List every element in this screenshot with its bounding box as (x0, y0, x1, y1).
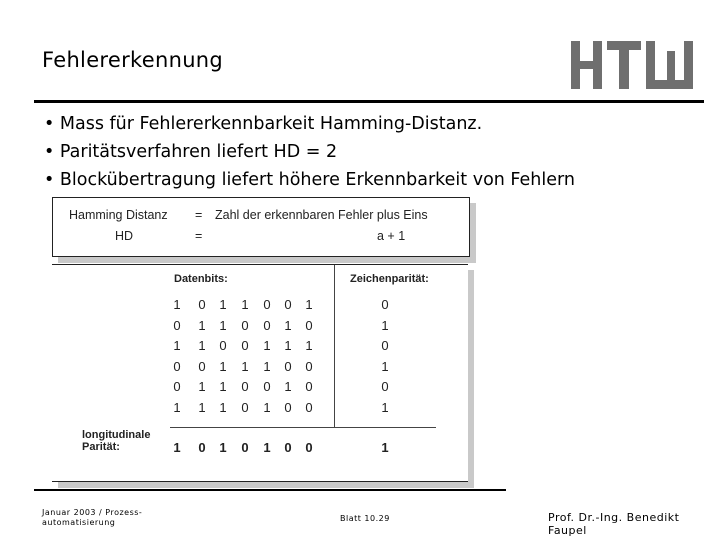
table-row-bit: 1 (198, 317, 206, 333)
table-row-parity: 1 (381, 317, 389, 333)
table-row-bit: 1 (284, 338, 292, 353)
table-row-bit: 0 (241, 379, 249, 394)
longitudinal-row-bit: 0 (241, 440, 249, 455)
longitudinal-row-parity: 1 (381, 440, 389, 455)
table-row-bit: 1 (173, 338, 181, 353)
table-row-bit: 0 (198, 297, 206, 312)
table-row-bit: 0 (263, 297, 271, 312)
table-row-bit: 1 (219, 358, 227, 374)
table-row-bit: 1 (263, 338, 271, 353)
table-row-bit: 1 (305, 297, 313, 312)
table-row-bit: 0 (284, 297, 292, 312)
bullet-item: • Mass für Fehlererkennbarkeit Hamming-Distanz. (44, 114, 483, 134)
table-row-bit: 1 (219, 379, 227, 394)
table-row-bit: 0 (173, 379, 181, 394)
table-row-bit: 0 (284, 358, 292, 374)
footer-date-line: Januar 2003 / Prozess- (42, 508, 143, 517)
table-row-bit: 0 (173, 317, 181, 333)
longitudinal-row-bit: 0 (305, 440, 313, 455)
bullet-item: • Paritätsverfahren liefert HD = 2 (44, 142, 338, 162)
table-row-bit: 1 (219, 317, 227, 333)
equals-sign: = (195, 229, 203, 243)
table-row-bit: 1 (263, 399, 271, 415)
table-row-bit: 0 (173, 358, 181, 374)
table-row-bit: 0 (241, 399, 249, 415)
bullet-item: • Blockübertragung liefert höhere Erkennbarkeit von Fehlern (44, 170, 576, 190)
table-row-bit: 0 (198, 358, 206, 374)
table-row-bit: 1 (198, 379, 206, 394)
table-row-bit: 1 (219, 297, 227, 312)
table-row-parity: 0 (381, 297, 389, 312)
table-row-bit: 0 (305, 317, 313, 333)
longitudinal-row-bit: 0 (198, 440, 206, 455)
longitudinal-label-line: Parität: (82, 441, 120, 453)
header-rule (34, 100, 704, 103)
table-row-bit: 0 (263, 317, 271, 333)
footer-author: Prof. Dr.-Ing. Benedikt Faupel (548, 511, 680, 537)
table-row-bit: 1 (173, 297, 181, 312)
slide-title: Fehlererkennung (42, 48, 224, 72)
footer-page: Blatt 10.29 (340, 514, 390, 523)
longitudinal-row-bit: 1 (173, 440, 181, 455)
table-row-parity: 1 (381, 358, 389, 374)
hd-formula: a + 1 (377, 229, 406, 243)
table-row-bit: 1 (219, 399, 227, 415)
footer-date-line: automatisierung (42, 518, 116, 527)
hamming-term: Hamming Distanz (69, 208, 168, 222)
htw-logo (571, 41, 693, 89)
longitudinal-row-bit: 1 (219, 440, 227, 455)
table-row-bit: 0 (241, 317, 249, 333)
table-row-bit: 1 (241, 358, 249, 374)
table-row-bit: 1 (284, 379, 292, 394)
table-row-parity: 1 (381, 399, 389, 415)
table-row-bit: 1 (284, 317, 292, 333)
table-row-parity: 0 (381, 379, 389, 394)
table-row-bit: 0 (284, 399, 292, 415)
table-row-bit: 0 (219, 338, 227, 353)
hamming-definition: Zahl der erkennbaren Fehler plus Eins (215, 208, 428, 222)
data-bits-header: Datenbits: (174, 273, 228, 285)
table-row-bit: 0 (305, 358, 313, 374)
table-row-bit: 1 (241, 297, 249, 312)
table-row-parity: 0 (381, 338, 389, 353)
table-row-bit: 1 (198, 338, 206, 353)
footer-date (42, 508, 142, 528)
table-row-bit: 0 (305, 379, 313, 394)
longitudinal-parity-label (82, 429, 150, 453)
table-row-bit: 0 (305, 399, 313, 415)
table-row-bit: 1 (305, 338, 313, 353)
row-divider (170, 427, 436, 428)
parity-header: Zeichenparität: (350, 273, 429, 285)
longitudinal-label-line: longitudinale (82, 429, 151, 441)
column-divider (334, 265, 335, 427)
table-row-bit: 1 (173, 399, 181, 415)
equals-sign: = (195, 208, 203, 222)
parity-table (52, 264, 468, 482)
table-row-bit: 0 (241, 338, 249, 353)
footer-rule (34, 489, 506, 491)
table-row-bit: 0 (263, 379, 271, 394)
hamming-definition-box (52, 197, 470, 257)
hd-term: HD (115, 229, 134, 243)
longitudinal-row-bit: 0 (284, 440, 292, 455)
longitudinal-row-bit: 1 (263, 440, 271, 455)
bullet-list (44, 110, 575, 194)
table-row-bit: 1 (198, 399, 206, 415)
table-row-bit: 1 (263, 358, 271, 374)
